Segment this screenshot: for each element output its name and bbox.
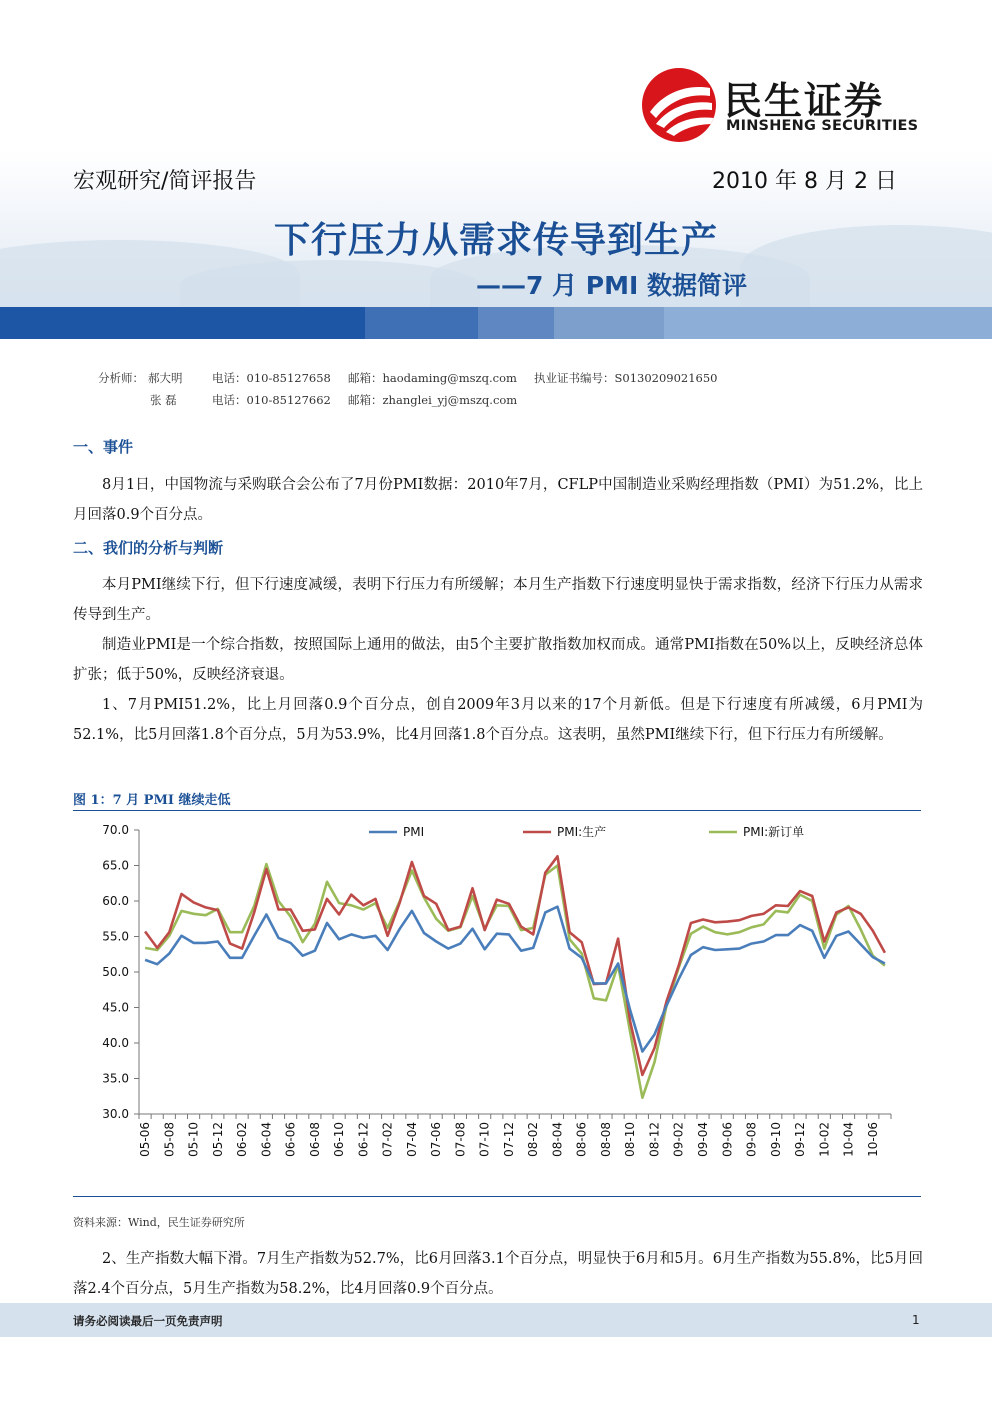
phone-number: 010-85127662 [246,393,331,407]
analyst-role: 分析师： [98,371,144,385]
brand-name-en: MINSHENG SECURITIES [726,118,919,134]
x-tick-label: 09-02 [671,1122,686,1157]
x-tick-label: 08-12 [647,1122,662,1157]
chart-legend [369,824,804,839]
x-tick-label: 08-04 [550,1122,565,1157]
x-tick-label: 09-04 [696,1122,710,1157]
y-tick-label: 40.0 [102,1036,129,1050]
legend-label: PMI:生产 [557,825,607,839]
y-tick-label: 70.0 [102,823,129,837]
x-tick-label: 10-06 [865,1122,880,1157]
pmi-line-chart [73,812,921,1196]
analyst-cert: 执业证书编号：S0130209021650 [534,371,718,385]
paragraph: 制造业PMI是一个综合指数，按照国际上通用的做法，由5个主要扩散指数加权而成。通常PMI指数在50%以上，反映经济总体扩张；低于50%，反映经济衰退。 [73,637,923,683]
x-tick-label: 05-10 [186,1122,201,1157]
x-tick-label: 06-08 [307,1122,322,1157]
page-subtitle: ——7 月 PMI 数据简评 [476,271,748,300]
x-tick-label: 07-04 [404,1122,419,1157]
x-tick-label: 09-12 [793,1122,808,1157]
x-tick-label: 08-06 [574,1122,589,1157]
paragraph: 1、7月PMI51.2%，比上月回落0.9个百分点，创自2009年3月以来的17个月新低。但是下行速度有所减缓，6月PMI为52.1%，比5月回落1.8个百分点，5月为53.9%，比4月回落1.8个百分点。这表明，虽然PMI继续下行，但下行压力有所缓解。 [73,697,923,743]
section-heading: 二、我们的分析与判断 [73,539,224,557]
x-tick-label: 06-06 [283,1122,298,1157]
analyst-email: 邮箱：haodaming@mszq.com [348,371,517,385]
x-tick-label: 09-08 [744,1122,759,1157]
page-number: 1 [912,1313,920,1327]
report-date: 2010 年 8 月 2 日 [712,169,897,194]
x-tick-label: 08-02 [526,1122,541,1157]
chart-axes [102,823,891,1157]
logo-icon [642,68,716,142]
x-tick-label: 07-02 [380,1122,395,1157]
x-tick-label: 06-10 [332,1122,347,1157]
analyst-row [98,392,177,408]
x-tick-label: 06-04 [259,1122,274,1157]
figure-source: 资料来源：Wind，民生证券研究所 [73,1216,245,1229]
x-tick-label: 07-10 [477,1122,492,1157]
email-link[interactable]: zhanglei_yj@mszq.com [382,393,518,407]
x-tick-label: 05-08 [162,1122,177,1157]
chart-series [145,856,885,1097]
x-tick-label: 10-04 [841,1122,856,1157]
report-type: 宏观研究/简评报告 [73,169,257,194]
x-tick-label: 08-08 [598,1122,613,1157]
header-color-band [0,307,992,339]
legend-label: PMI:新订单 [743,825,805,839]
paragraph: 本月PMI继续下行，但下行速度减缓，表明下行压力有所缓解；本月生产指数下行速度明显快于需求指数，经济下行压力从需求传导到生产。 [73,577,923,623]
analyst-name: 张 磊 [150,393,177,407]
y-tick-label: 35.0 [102,1071,129,1086]
figure-title: 图 1：7 月 PMI 继续走低 [73,793,231,808]
y-tick-label: 45.0 [102,1000,129,1015]
figure-divider [73,1196,921,1197]
series-line-1 [145,856,885,1075]
x-tick-label: 05-12 [210,1122,225,1157]
analyst-name: 郝大明 [148,371,183,385]
disclaimer-link[interactable]: 请务必阅读最后一页免责声明 [73,1314,223,1328]
figure-divider [73,810,921,811]
y-tick-label: 30.0 [102,1107,129,1121]
series-line-0 [145,907,885,1052]
y-tick-label: 65.0 [102,858,129,873]
x-tick-label: 07-06 [429,1122,444,1157]
x-tick-label: 06-02 [235,1122,250,1157]
x-tick-label: 05-06 [138,1122,153,1157]
x-tick-label: 10-02 [817,1122,832,1157]
x-tick-label: 09-06 [720,1122,735,1157]
email-link[interactable]: haodaming@mszq.com [382,371,517,385]
x-tick-label: 07-12 [501,1122,516,1157]
x-tick-label: 09-10 [768,1122,783,1157]
y-tick-label: 50.0 [102,965,129,979]
x-tick-label: 08-10 [623,1122,638,1157]
analyst-phone: 电话：010-85127658 [212,371,331,385]
legend-label: PMI [403,825,425,839]
cert-number: S0130209021650 [614,371,718,385]
analyst-row [98,370,183,386]
page-title: 下行压力从需求传导到生产 [273,220,718,261]
brand-name-cn: 民生证券 [724,79,885,123]
y-tick-label: 60.0 [102,894,129,908]
x-tick-label: 07-08 [453,1122,468,1157]
phone-number: 010-85127658 [246,371,331,385]
y-tick-label: 55.0 [102,929,129,944]
series-line-2 [145,864,885,1098]
paragraph: 8月1日，中国物流与采购联合会公布了7月份PMI数据：2010年7月，CFLP中国制造业采购经理指数（PMI）为51.2%，比上月回落0.9个百分点。 [73,477,923,523]
analyst-phone: 电话：010-85127662 [212,393,331,407]
x-tick-label: 06-12 [356,1122,371,1157]
analyst-email: 邮箱：zhanglei_yj@mszq.com [348,393,518,407]
paragraph: 2、生产指数大幅下滑。7月生产指数为52.7%，比6月回落3.1个百分点，明显快于6月和5月。6月生产指数为55.8%，比5月回落2.4个百分点，5月生产指数为58.2%，比4月回落0.9个百分点。 [73,1251,923,1297]
section-heading: 一、事件 [73,438,134,456]
